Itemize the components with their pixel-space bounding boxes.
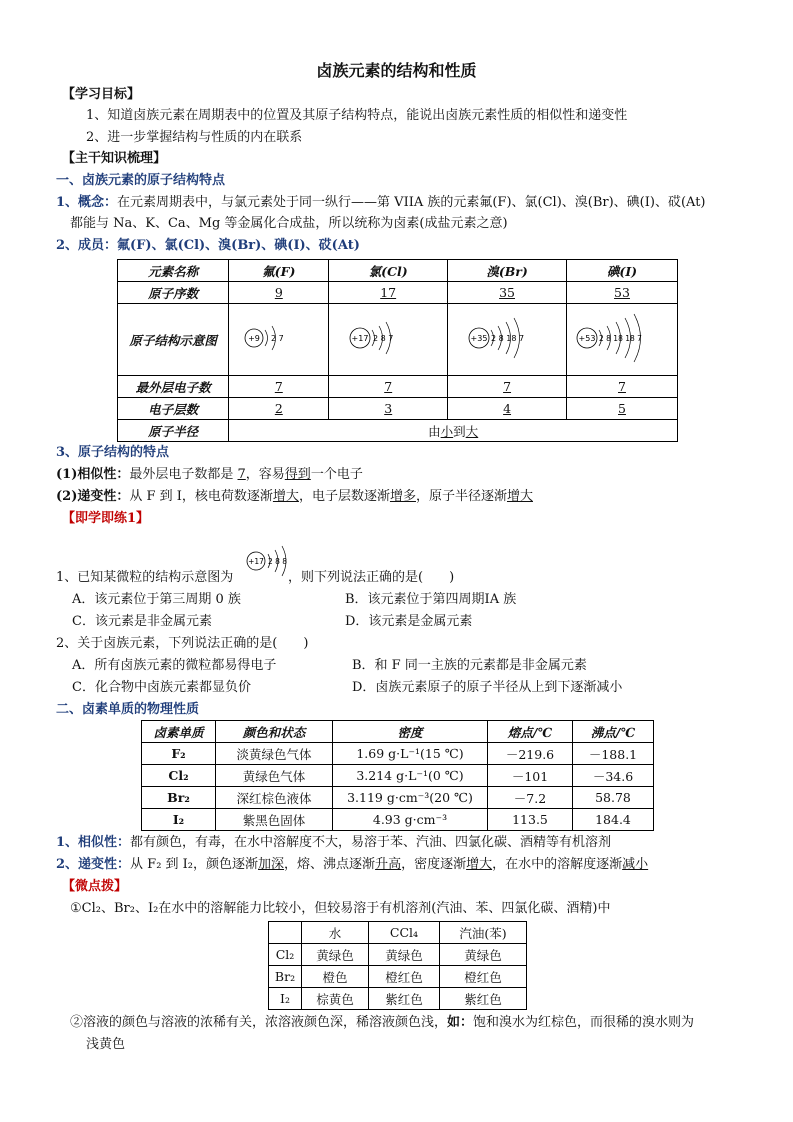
section-2-title: 二、卤素单质的物理性质	[56, 702, 200, 717]
layers-cl: 3	[329, 398, 448, 420]
nucleus-i: +53	[578, 334, 596, 343]
similarity-mid: ，容易	[245, 467, 285, 482]
q2-option-b: B．和 F 同一主族的元素都是非金属元素	[352, 658, 587, 673]
outer-i: 7	[567, 376, 678, 398]
sec2-gradation	[56, 856, 648, 874]
cell-boiling: 184.4	[573, 809, 654, 831]
atomic-number-cl: 17	[329, 282, 448, 304]
question-1-post: ，则下列说法正确的是( )	[288, 570, 455, 585]
q2-option-c: C．化合物中卤族元素都显负价	[72, 680, 251, 695]
cell-melting: －219.6	[488, 743, 573, 765]
question-1-pre: 1、已知某微粒的结构示意图为	[56, 570, 234, 585]
cell-color: 黄绿色气体	[216, 765, 333, 787]
tip-2-line-2: 浅黄色	[86, 1037, 126, 1052]
layers-f: 2	[229, 398, 329, 420]
outer-br: 7	[448, 376, 567, 398]
element-i: 碘(I)	[567, 260, 678, 282]
similarity-post: 一个电子	[310, 467, 363, 482]
atomic-structure-table	[117, 259, 678, 442]
atomic-number-f: 9	[229, 282, 329, 304]
solvent-cell: Br₂	[269, 966, 302, 988]
cell-boiling: 58.78	[573, 787, 654, 809]
members-label: 2、成员：	[56, 238, 118, 253]
sec2-gradation-m3: ，在水中的溶解度逐渐	[492, 857, 623, 872]
row-header-outer: 最外层电子数	[118, 376, 229, 398]
sec2-gradation-pre: 从 F₂ 到 I₂，颜色逐渐	[130, 857, 259, 872]
table-row	[142, 765, 654, 787]
cell-melting: －101	[488, 765, 573, 787]
cell-density: 3.214 g·L⁻¹(0 ℃)	[333, 765, 488, 787]
radius-trend	[229, 420, 678, 442]
q1-option-a: A．该元素位于第三周期 0 族	[72, 592, 241, 607]
physical-properties-table	[141, 720, 654, 831]
solvent-cell: 橙色	[302, 966, 369, 988]
cell-substance: Br₂	[142, 787, 216, 809]
tip-1: ①Cl₂、Br₂、I₂在水中的溶解能力比较小，但较易溶于有机溶剂(汽油、苯、四氯化碳、酒精)中	[70, 901, 611, 916]
solvent-cell: 紫红色	[440, 988, 527, 1010]
cell-boiling: －34.6	[573, 765, 654, 787]
col-header-density: 密度	[333, 721, 488, 743]
cell-substance: F₂	[142, 743, 216, 765]
tip-2-line-1	[70, 1014, 694, 1032]
sec2-gradation-m2: ，密度逐渐	[401, 857, 467, 872]
cell-density: 1.69 g·L⁻¹(15 ℃)	[333, 743, 488, 765]
q2-option-d: D．卤族元素原子的原子半径从上到下逐渐减小	[352, 680, 623, 695]
cell-substance: Cl₂	[142, 765, 216, 787]
similarity-label: (1)相似性：	[56, 467, 130, 482]
row-header-radius: 原子半径	[118, 420, 229, 442]
sec2-gradation-v3: 增大	[466, 857, 493, 872]
table-row	[142, 809, 654, 831]
goals-header: 【学习目标】	[62, 87, 141, 102]
page-title: 卤族元素的结构和性质	[316, 61, 477, 80]
cell-density: 3.119 g·cm⁻³(20 ℃)	[333, 787, 488, 809]
sec2-similarity-text: 都有颜色，有毒，在水中溶解度不大，易溶于苯、汽油、四氯化碳、酒精等有机溶剂	[130, 835, 612, 850]
goal-2: 2、进一步掌握结构与性质的内在联系	[86, 130, 303, 145]
radius-a: 小	[440, 423, 454, 439]
cell-density: 4.93 g·cm⁻³	[333, 809, 488, 831]
solvent-header-water: 水	[302, 922, 369, 944]
gradation-v3: 增大	[506, 489, 533, 504]
row-header-layers: 电子层数	[118, 398, 229, 420]
col-header-boiling: 沸点/℃	[573, 721, 654, 743]
section-1-title: 一、卤族元素的原子结构特点	[56, 173, 226, 188]
question-2: 2、关于卤族元素，下列说法正确的是( )	[56, 636, 309, 651]
gradation-m1: ，电子层数逐渐	[298, 489, 390, 504]
gradation-line	[56, 488, 533, 506]
tip-2-bold: 如：	[447, 1015, 474, 1030]
members-list: 氟(F)、氯(Cl)、溴(Br)、碘(I)、砹(At)	[117, 238, 360, 253]
gradation-label: (2)递变性：	[56, 489, 130, 504]
concept-line-1	[56, 194, 706, 212]
q1-option-c: C．该元素是非金属元素	[72, 614, 212, 629]
gradation-v1: 增大	[272, 489, 299, 504]
similarity-val2: 得到	[284, 467, 311, 482]
sec2-similarity	[56, 834, 611, 852]
q1-option-d: D．该元素是金属元素	[345, 614, 473, 629]
main-header: 【主干知识梳理】	[62, 151, 167, 166]
gradation-v2: 增多	[389, 489, 416, 504]
solvent-color-table	[268, 921, 527, 1010]
cell-melting: －7.2	[488, 787, 573, 809]
solvent-header-ccl4: CCl₄	[369, 922, 440, 944]
sec2-gradation-m1: ，熔、沸点逐渐	[284, 857, 376, 872]
diagram-cl	[329, 304, 448, 376]
particle-nucleus: +17	[248, 557, 264, 566]
diagram-i	[567, 304, 678, 376]
members-line	[56, 237, 360, 255]
layers-i: 5	[567, 398, 678, 420]
shells-br: 2 8 18 7	[491, 334, 525, 343]
diagram-br	[448, 304, 567, 376]
shells-i: 2 8 18 18 7	[599, 334, 642, 343]
sec2-gradation-v2: 升高	[375, 857, 402, 872]
cell-boiling: －188.1	[573, 743, 654, 765]
col-header-substance: 卤素单质	[142, 721, 216, 743]
atomic-number-br: 35	[448, 282, 567, 304]
similarity-line	[56, 466, 363, 484]
row-header-name: 元素名称	[118, 260, 229, 282]
solvent-cell: I₂	[269, 988, 302, 1010]
nucleus-br: +35	[470, 334, 488, 343]
solvent-cell: 黄绿色	[302, 944, 369, 966]
radius-pre: 由	[428, 423, 441, 439]
atom-diagram-br	[457, 308, 557, 368]
concept-line-2: 都能与 Na、K、Ca、Mg 等金属化合成盐，所以统称为卤素(成盐元素之意)	[70, 216, 508, 231]
atom-diagram-cl	[338, 308, 438, 368]
concept-label: 1、概念：	[56, 195, 118, 210]
gradation-pre: 从 F 到 I，核电荷数逐渐	[129, 489, 273, 504]
row-header-number: 原子序数	[118, 282, 229, 304]
solvent-corner	[269, 922, 302, 944]
cell-substance: I₂	[142, 809, 216, 831]
col-header-melting: 熔点/℃	[488, 721, 573, 743]
solvent-cell: 棕黄色	[302, 988, 369, 1010]
element-f: 氟(F)	[229, 260, 329, 282]
nucleus-f: +9	[247, 334, 260, 343]
features-title: 3、原子结构的特点	[56, 445, 170, 460]
concept-text-1: 在元素周期表中，与氯元素处于同一纵行——第 VIIA 族的元素氟(F)、氯(Cl)、溴(Br)、碘(I)、砹(At)	[117, 195, 706, 210]
solvent-cell: 黄绿色	[369, 944, 440, 966]
similarity-pre: 最外层电子数都是	[129, 467, 238, 482]
table-row	[142, 787, 654, 809]
radius-b: 大	[465, 423, 479, 439]
solvent-cell: 橙红色	[440, 966, 527, 988]
solvent-header-gasoline: 汽油(苯)	[440, 922, 527, 944]
q2-option-a: A．所有卤族元素的微粒都易得电子	[72, 658, 277, 673]
similarity-val: 7	[237, 467, 246, 482]
goal-1: 1、知道卤族元素在周期表中的位置及其原子结构特点，能说出卤族元素性质的相似性和递变性	[86, 108, 628, 123]
q1-option-b: B．该元素位于第四周期ⅠA 族	[345, 592, 517, 607]
tip-2-pre: ②溶液的颜色与溶液的浓稀有关，浓溶液颜色深，稀溶液颜色浅，	[70, 1015, 448, 1030]
row-header-diagram: 原子结构示意图	[118, 304, 229, 376]
atom-diagram-i	[567, 308, 677, 368]
shells-cl: 2 8 7	[373, 334, 394, 343]
gradation-m2: ，原子半径逐渐	[415, 489, 507, 504]
nucleus-cl: +17	[351, 334, 369, 343]
solvent-cell: Cl₂	[269, 944, 302, 966]
solvent-cell: 紫红色	[369, 988, 440, 1010]
col-header-color: 颜色和状态	[216, 721, 333, 743]
table-row	[142, 743, 654, 765]
cell-melting: 113.5	[488, 809, 573, 831]
sec2-similarity-label: 1、相似性：	[56, 835, 131, 850]
solvent-cell: 橙红色	[369, 966, 440, 988]
table-row	[269, 944, 527, 966]
outer-f: 7	[229, 376, 329, 398]
practice-header: 【即学即练1】	[62, 511, 150, 526]
element-cl: 氯(Cl)	[329, 260, 448, 282]
tip-2-post: 饱和溴水为红棕色，而很稀的溴水则为	[473, 1015, 695, 1030]
table-row	[269, 988, 527, 1010]
layers-br: 4	[448, 398, 567, 420]
table-row	[269, 966, 527, 988]
element-br: 溴(Br)	[448, 260, 567, 282]
diagram-f	[229, 304, 329, 376]
shells-f: 2 7	[270, 334, 284, 343]
atomic-number-i: 53	[567, 282, 678, 304]
particle-shells: 2 8 8	[268, 557, 288, 566]
radius-mid: 到	[453, 423, 466, 439]
atom-diagram-f	[234, 308, 324, 368]
sec2-gradation-label: 2、递变性：	[56, 857, 131, 872]
outer-cl: 7	[329, 376, 448, 398]
solvent-cell: 黄绿色	[440, 944, 527, 966]
cell-color: 紫黑色固体	[216, 809, 333, 831]
sec2-gradation-v1: 加深	[258, 857, 285, 872]
cell-color: 淡黄绿色气体	[216, 743, 333, 765]
sec2-gradation-v4: 减小	[622, 857, 649, 872]
tip-header: 【微点拨】	[62, 879, 128, 894]
cell-color: 深红棕色液体	[216, 787, 333, 809]
